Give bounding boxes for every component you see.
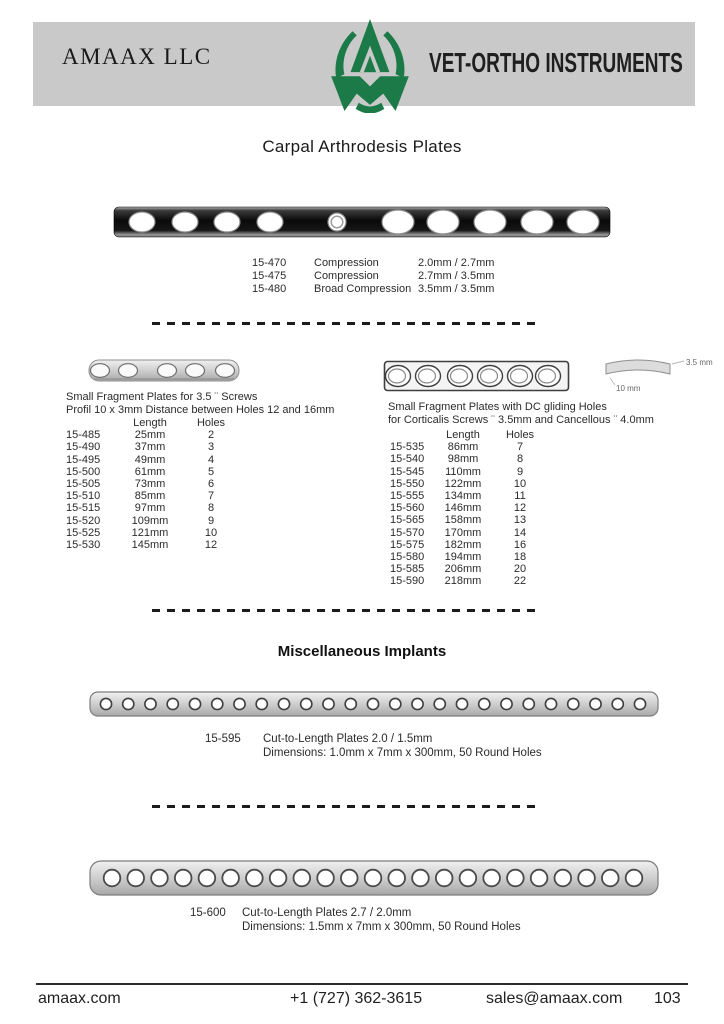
compression-table: [252, 257, 538, 296]
table-cell: 145mm: [131, 538, 169, 551]
item-description-line1: Cut-to-Length Plates 2.0 / 1.5mm: [263, 733, 433, 745]
table-cell: 3.5mm / 3.5mm: [418, 282, 495, 295]
table-cell: 146mm: [444, 502, 482, 515]
table-cell: 15-520: [66, 514, 101, 527]
table-cell: 15-510: [66, 490, 101, 503]
table-cell: 182mm: [444, 538, 482, 551]
table-cell: 18: [513, 550, 527, 563]
cut-to-length-plate-20-photo: [88, 686, 660, 722]
table-cell: 15-545: [390, 465, 425, 478]
misc-implants-heading: Miscellaneous Implants: [277, 643, 447, 660]
table-cell: 9: [516, 465, 524, 478]
amaax-logo-icon: [318, 19, 422, 113]
table-cell: 15-470: [252, 257, 287, 269]
table-cell: 11: [514, 489, 526, 502]
footer-email: sales@amaax.com: [486, 990, 623, 1007]
table-cell: 8: [207, 502, 215, 515]
table-cell: 9: [207, 514, 215, 527]
plate-cross-section-diagram: [600, 348, 722, 400]
table-cell: 15-540: [390, 453, 425, 466]
table-cell: 22: [513, 575, 527, 588]
table-cell: 170mm: [444, 526, 482, 539]
item-description-line1: Cut-to-Length Plates 2.7 / 2.0mm: [242, 907, 412, 919]
table-cell: 2: [207, 429, 215, 442]
catalog-number: 15-600: [190, 907, 226, 919]
table-cell: 15-485: [66, 429, 101, 442]
table-cell: 218mm: [444, 575, 482, 588]
page-number: 103: [654, 990, 681, 1007]
table-cell: 206mm: [444, 563, 482, 576]
table-cell: 15-480: [252, 282, 287, 295]
page-title: Carpal Arthrodesis Plates: [262, 137, 462, 156]
company-name: AMAAX LLC: [62, 44, 212, 69]
table-cell: 6: [207, 477, 215, 490]
table-cell: 73mm: [134, 477, 166, 490]
catalog-number: 15-595: [205, 733, 241, 745]
table-cell: 10: [513, 477, 527, 490]
table-cell: 15-490: [66, 441, 101, 454]
table-cell: 86mm: [447, 441, 479, 454]
left-caption-line2: Profil 10 x 3mm Distance between Holes 12 and 16mm: [66, 404, 335, 416]
table-header-spacer: [66, 417, 114, 429]
table-cell: 15-590: [390, 575, 425, 588]
table-cell: 4: [207, 453, 215, 466]
table-cell: 194mm: [444, 550, 482, 563]
table-cell: 20: [513, 563, 527, 576]
small-fragment-dc-table: [390, 429, 544, 587]
table-cell: 13: [513, 514, 527, 527]
table-cell: 25mm: [134, 429, 166, 442]
dashed-divider: [152, 609, 540, 612]
footer-rule: [36, 983, 688, 985]
table-cell: 15-500: [66, 465, 101, 478]
footer-phone: +1 (727) 362-3615: [290, 990, 423, 1007]
table-cell: 134mm: [444, 489, 482, 502]
table-cell: 10: [204, 526, 218, 539]
table-header-spacer: [390, 429, 430, 441]
table-cell: 7: [516, 441, 524, 454]
table-cell: 37mm: [134, 441, 166, 454]
thickness-label: 3.5 mm: [686, 358, 713, 367]
table-cell: 49mm: [134, 453, 166, 466]
length-column-header: Length: [446, 429, 480, 441]
dashed-divider: [152, 322, 540, 325]
length-column-header: Length: [133, 417, 167, 429]
table-cell: 15-570: [390, 526, 425, 539]
table-cell: 15-525: [66, 526, 101, 539]
table-cell: 15-585: [390, 563, 425, 576]
small-fragment-35-table: [66, 417, 236, 551]
item-description-line2: Dimensions: 1.0mm x 7mm x 300mm, 50 Round Holes: [263, 746, 542, 759]
table-cell: 158mm: [444, 514, 482, 527]
table-cell: 15-505: [66, 477, 101, 490]
compression-plate-photo: [112, 198, 612, 246]
table-cell: 5: [207, 465, 215, 478]
brand-title: VET-ORTHO INSTRUMENTS: [429, 47, 683, 78]
table-cell: 3: [207, 441, 215, 454]
dashed-divider: [152, 805, 540, 808]
table-cell: 12: [204, 538, 218, 551]
table-cell: 85mm: [134, 490, 166, 503]
table-cell: 15-560: [390, 502, 425, 515]
table-cell: 121mm: [131, 526, 169, 539]
width-label: 10 mm: [616, 384, 641, 393]
table-cell: 15-580: [390, 550, 425, 563]
table-cell: 97mm: [134, 502, 166, 515]
table-cell: 7: [207, 490, 215, 503]
table-cell: Broad Compression: [314, 282, 412, 295]
table-cell: 15-495: [66, 453, 101, 466]
table-cell: Compression: [314, 257, 379, 269]
table-cell: 15-555: [390, 489, 425, 502]
table-cell: 98mm: [447, 453, 479, 466]
table-cell: 15-515: [66, 502, 101, 515]
right-caption-line1: Small Fragment Plates with DC gliding Holes: [388, 401, 607, 413]
table-cell: 15-575: [390, 538, 425, 551]
holes-column-header: Holes: [196, 417, 226, 429]
table-cell: 110mm: [445, 465, 481, 478]
table-cell: 15-565: [390, 514, 425, 527]
right-caption-line2: for Corticalis Screws ¨ 3.5mm and Cancellous ¨ 4.0mm: [388, 414, 654, 426]
table-cell: 15-475: [252, 269, 287, 282]
holes-column-header: Holes: [505, 429, 535, 441]
table-cell: 14: [513, 526, 527, 539]
table-cell: 15-550: [390, 477, 425, 490]
small-fragment-plate-35-photo: [84, 352, 244, 390]
table-cell: 109mm: [131, 514, 169, 527]
table-cell: 61mm: [134, 465, 166, 478]
table-cell: 15-530: [66, 538, 101, 551]
table-cell: 12: [513, 502, 527, 515]
table-cell: 2.0mm / 2.7mm: [418, 257, 495, 269]
footer-website: amaax.com: [38, 990, 121, 1007]
left-caption-line1: Small Fragment Plates for 3.5 ¨ Screws: [66, 391, 258, 403]
cut-to-length-plate-27-photo: [88, 856, 660, 902]
table-cell: 15-535: [390, 441, 425, 454]
table-cell: Compression: [314, 269, 379, 282]
item-description-line2: Dimensions: 1.5mm x 7mm x 300mm, 50 Round Holes: [242, 920, 521, 933]
table-cell: 16: [513, 538, 527, 551]
dc-gliding-plate-photo: [382, 358, 572, 394]
table-cell: 2.7mm / 3.5mm: [418, 269, 495, 282]
table-cell: 122mm: [444, 477, 482, 490]
table-cell: 8: [516, 453, 524, 466]
